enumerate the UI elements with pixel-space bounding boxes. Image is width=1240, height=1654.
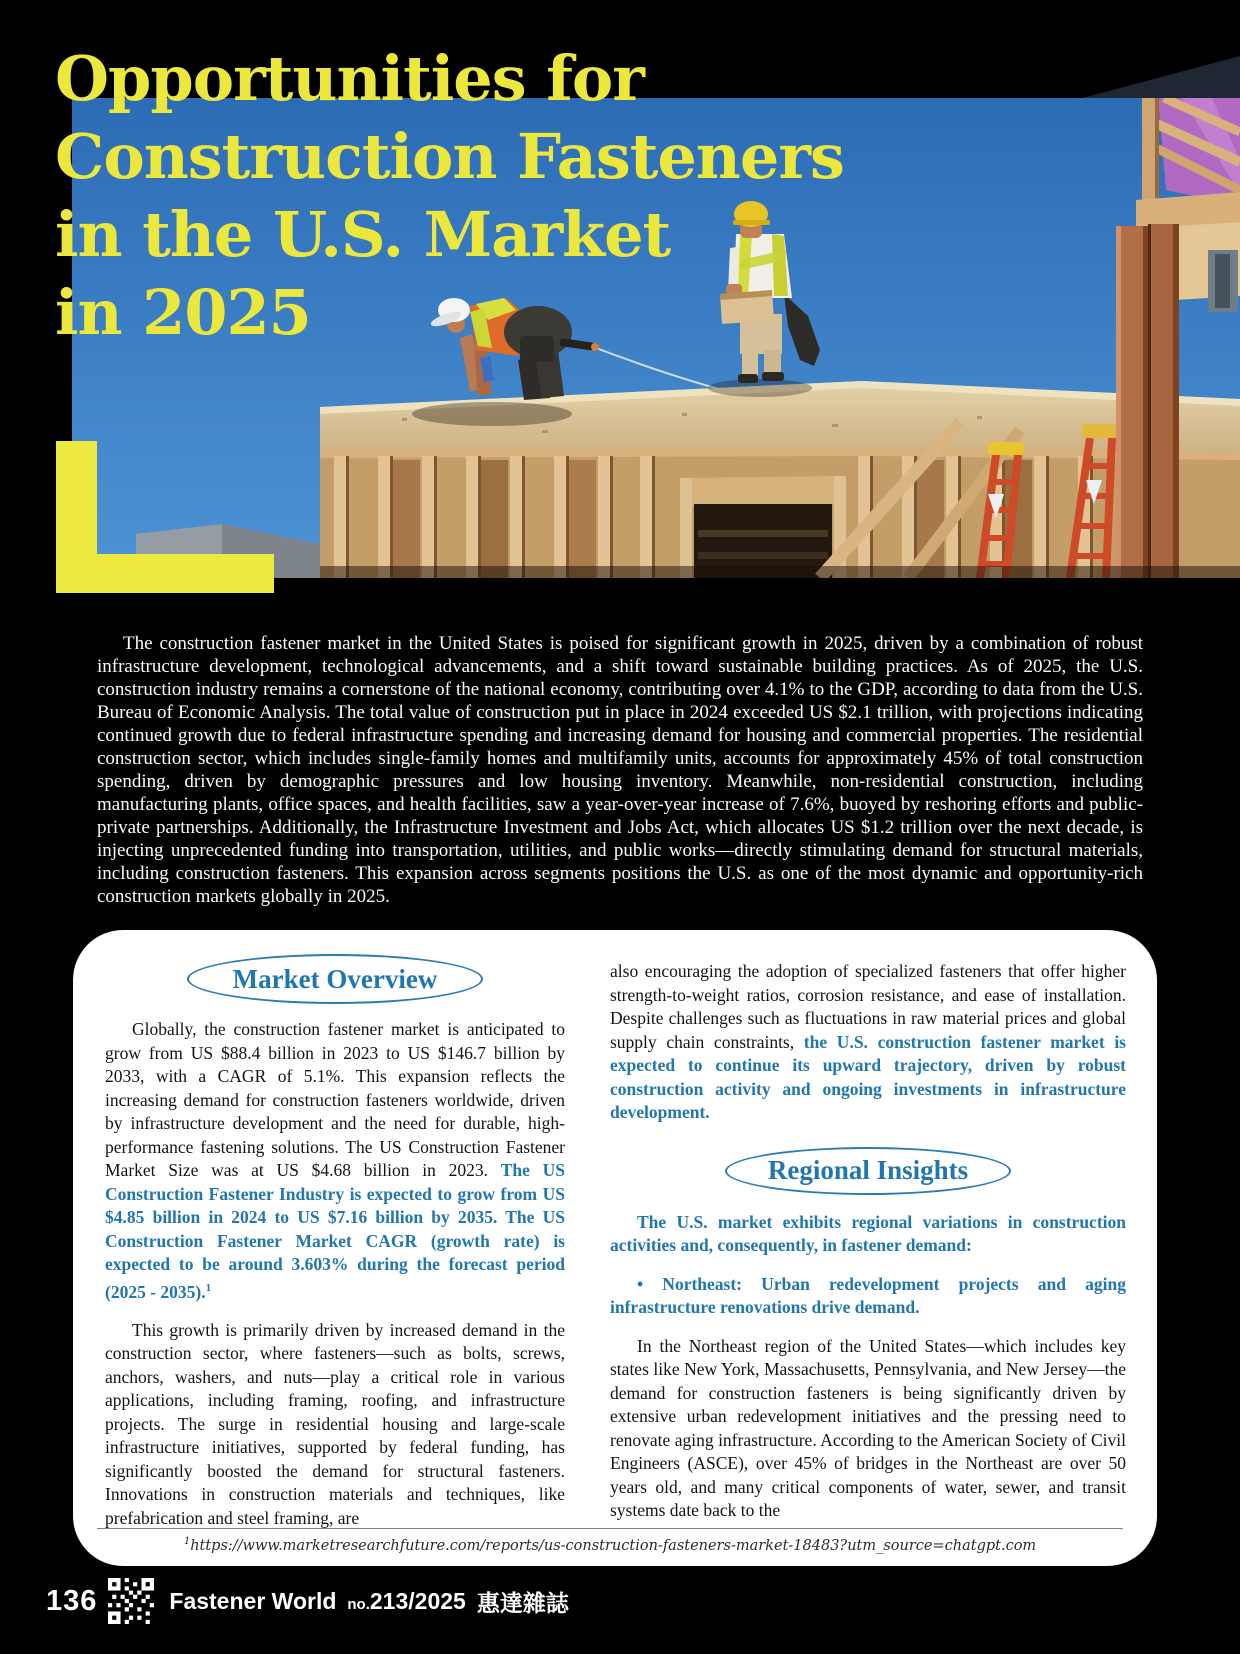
continuation-paragraph-blue: the U.S. construction fastener market is expected to continue its upward trajectory, driven by robust construction activity and ongoing investments in infrastructure development. (610, 1031, 1126, 1122)
yellow-l-accent-horizontal (56, 554, 274, 593)
wall-opening (680, 476, 846, 578)
market-overview-heading-label: Market Overview (232, 963, 438, 994)
title-line-2: Construction Fasteners (55, 120, 844, 193)
page-title (55, 40, 844, 352)
market-overview-paragraph-1 (105, 1018, 565, 1304)
page-footer (46, 1576, 569, 1626)
regional-bullet-northeast: • Northeast: Urban redevelopment projects and aging infrastructure renovations drive demand. (610, 1273, 1126, 1317)
ground-shadow (320, 566, 1240, 578)
lumber-posts (1116, 224, 1179, 578)
regional-insights-heading-label: Regional Insights (767, 1155, 969, 1185)
magazine-name-chinese: 惠達雜誌 (476, 1589, 569, 1616)
market-overview-heading (187, 954, 483, 1004)
footnote-url[interactable]: https://www.marketresearchfuture.com/reports/us-construction-fasteners-market-18483?utm_source=chatgpt.com (190, 1538, 1037, 1554)
footnote-marker: 1 (183, 1536, 191, 1548)
magazine-logo: Fastener World (169, 1587, 337, 1614)
continuation-paragraph (610, 960, 1126, 1125)
column-left (105, 950, 565, 1548)
dark-beam-silhouette (1075, 56, 1240, 100)
intro-paragraph: The construction fastener market in the United States is poised for significant growth in 2025, driven by a combination of robust infrastructure development, technological advancements, and a shift toward sustainable building practices. As of 2025, the U.S. construction industry remains a cornerstone of the national economy, contributing over 4.1% to the GDP, according to data from the U.S. Bureau of Economic Analysis. The total value of construction put in place in 2024 exceeded US $2.1 trillion, with projections indicating continued growth due to federal infrastructure spending and increasing demand for housing and commercial properties. The residential construction sector, which includes single-family homes and multifamily units, accounts for approximately 45% of total construction spending, driven by demographic pressures and low housing inventory. Meanwhile, non-residential construction, including manufacturing plants, office spaces, and health facilities, saw a year-over-year increase of 7.6%, buoyed by reshoring efforts and public-private partnerships. Additionally, the Infrastructure Investment and Jobs Act, which allocates US $1.2 trillion over the next decade, is injecting unprecedented funding into transportation, utilities, and public works—directly stimulating demand for structural materials, including construction fasteners. This expansion across segments positions the U.S. as one of the most dynamic and opportunity-rich construction markets globally in 2025. (97, 633, 1143, 907)
regional-intro: The U.S. market exhibits regional variations in construction activities and, consequently, in fastener demand: (610, 1211, 1126, 1255)
title-line-3: in the U.S. Market (55, 198, 671, 271)
issue-value: 213/2025 (369, 1587, 466, 1614)
footnote (97, 1528, 1123, 1554)
market-overview-paragraph-1-black: Globally, the construction fastener market is anticipated to grow from US $88.4 billion in 2023 to US $146.7 billion by 2033, with a CAGR of 5.1%. This expansion reflects the increasing demand for construction fasteners worldwide, driven by infrastructure development and the need for durable, high-performance fastening solutions. The US Construction Fastener Market Size was at US $4.68 billion in 2023. (105, 1019, 565, 1180)
qr-code (108, 1578, 154, 1624)
regional-body-paragraph: In the Northeast region of the United States—which includes key states like New York, Massachusetts, Pennsylvania, and New Jersey—the demand for construction fasteners is being significantly driven by extensive urban redevelopment initiatives and the pressing need to renovate aging infrastructure. According to the American Society of Civil Engineers (ASCE), over 45% of bridges in the Northeast are over 50 years old, and many critical components of water, sewer, and transit systems date back to the (610, 1335, 1126, 1520)
content-card (73, 930, 1157, 1566)
column-right (610, 950, 1126, 1545)
regional-insights-heading (725, 1147, 1011, 1195)
market-overview-paragraph-2: This growth is primarily driven by increased demand in the construction sector, where fasteners—such as bolts, screws, anchors, washers, and nuts—play a critical role in various applications, including framing, roofing, and infrastructure projects. The surge in residential housing and large-scale infrastructure initiatives, supported by federal funding, has significantly boosted the demand for structural fasteners. Innovations in construction materials and techniques, like prefabrication and steel framing, are (105, 1319, 565, 1528)
title-line-1: Opportunities for (55, 42, 644, 115)
issue-number (347, 1588, 465, 1615)
continuation-paragraph-black: also encouraging the adoption of specialized fasteners that offer higher strength-to-weight ratios, corrosion resistance, and ease of installation. Despite challenges such as fluctuations in raw material prices and global supply chain constraints, (610, 961, 1126, 1052)
issue-prefix: no. (347, 1595, 370, 1613)
market-overview-paragraph-1-blue: The US Construction Fastener Industry is expected to grow from US $4.85 billion in 2024 to US $7.16 billion by 2035. The US Construction Fastener Market CAGR (growth rate) is expected to be around 3.603% during the forecast period (2025 - 2035). (105, 1160, 565, 1302)
footnote-reference-marker: 1 (205, 1281, 212, 1294)
page-number: 136 (46, 1584, 98, 1617)
title-line-4: in 2025 (55, 276, 311, 349)
